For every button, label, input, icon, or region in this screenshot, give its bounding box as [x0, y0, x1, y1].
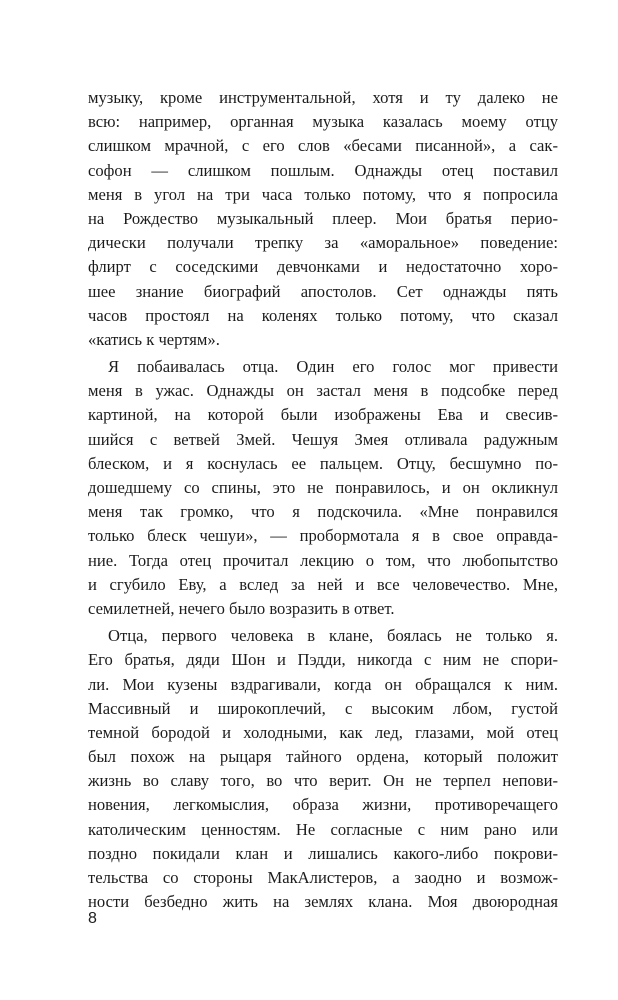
paragraph-2 [88, 355, 558, 621]
text-line: поздно покидали клан и лишались какого-либо покрови- [88, 843, 558, 863]
text-line: музыку, кроме инструментальной, хотя и ту далеко не [88, 88, 558, 107]
text-line: меня в угол на три часа только потому, что я попросила [88, 184, 558, 204]
text-line: меня в ужас. Однажды он застал меня в подсобке перед [88, 381, 558, 401]
text-line: ние. Тогда отец прочитал лекцию о том, что любопытство [88, 550, 558, 570]
text-line: «катись к чертям». [88, 329, 220, 349]
text-line: блеском, и я коснулась ее пальцем. Отцу, бесшумно по- [88, 453, 558, 473]
text-line: Его братья, дяди Шон и Пэдди, никогда с ним не спори- [88, 650, 558, 670]
text-line: был похож на рыцаря тайного ордена, который положит [88, 747, 558, 767]
text-line: семилетней, нечего было возразить в ответ. [88, 598, 395, 618]
text-line: дошедшему со спины, это не понравилось, и он окликнул [88, 478, 558, 497]
text-line: шийся с ветвей Змей. Чешуя Змея отливала радужным [88, 429, 558, 449]
text-line: флирт с соседскими девчонками и недостаточно хоро- [88, 257, 558, 277]
text-line: Массивный и широкоплечий, с высоким лбом, густой [88, 698, 558, 718]
text-line: Отца, первого человека в клане, боялась не только я. [108, 626, 558, 646]
text-line: тельства со стороны МакАлистеров, а заодно и возмож- [88, 868, 558, 887]
text-line: часов простоял на коленях только потому, что сказал [88, 305, 558, 325]
text-line: жизнь во славу того, во что верит. Он не терпел непови- [88, 771, 558, 791]
text-line: темной бородой и холодными, как лед, глазами, мой отец [88, 722, 558, 742]
text-line: всю: например, органная музыка казалась моему отцу [88, 112, 558, 132]
paragraph-1 [88, 86, 558, 352]
page-body [88, 86, 558, 914]
text-line: меня так громко, что я подскочила. «Мне понравился [88, 502, 558, 522]
text-line: ли. Мои кузены вздрагивали, когда он обращался к ним. [88, 674, 558, 694]
paragraph-3 [88, 624, 558, 914]
text-line: Я побаивалась отца. Один его голос мог привести [108, 357, 558, 377]
text-line: и сгубило Еву, а вслед за ней и все человечество. Мне, [88, 574, 558, 594]
text-line: на Рождество музыкальный плеер. Мои братья перио- [88, 208, 558, 228]
text-line: шее знание биографий апостолов. Сет однажды пять [88, 281, 558, 301]
text-line: дически получали трепку за «аморальное» поведение: [88, 233, 558, 253]
text-line: софон — слишком пошлым. Однажды отец поставил [88, 160, 558, 180]
page-number: 8 [88, 910, 97, 927]
text-line: ности безбедно жить на землях клана. Моя двоюродная [88, 892, 558, 912]
text-line: только блеск чешуи», — пробормотала я в свое оправда- [88, 526, 558, 546]
text-line: слишком мрачной, с его слов «бесами писанной», а сак- [88, 136, 558, 156]
text-line: новения, легкомыслия, образа жизни, противоречащего [88, 795, 558, 815]
text-line: католическим ценностям. Не согласные с ним рано или [88, 819, 558, 839]
text-line: картиной, на которой были изображены Ева и свесив- [88, 405, 558, 425]
